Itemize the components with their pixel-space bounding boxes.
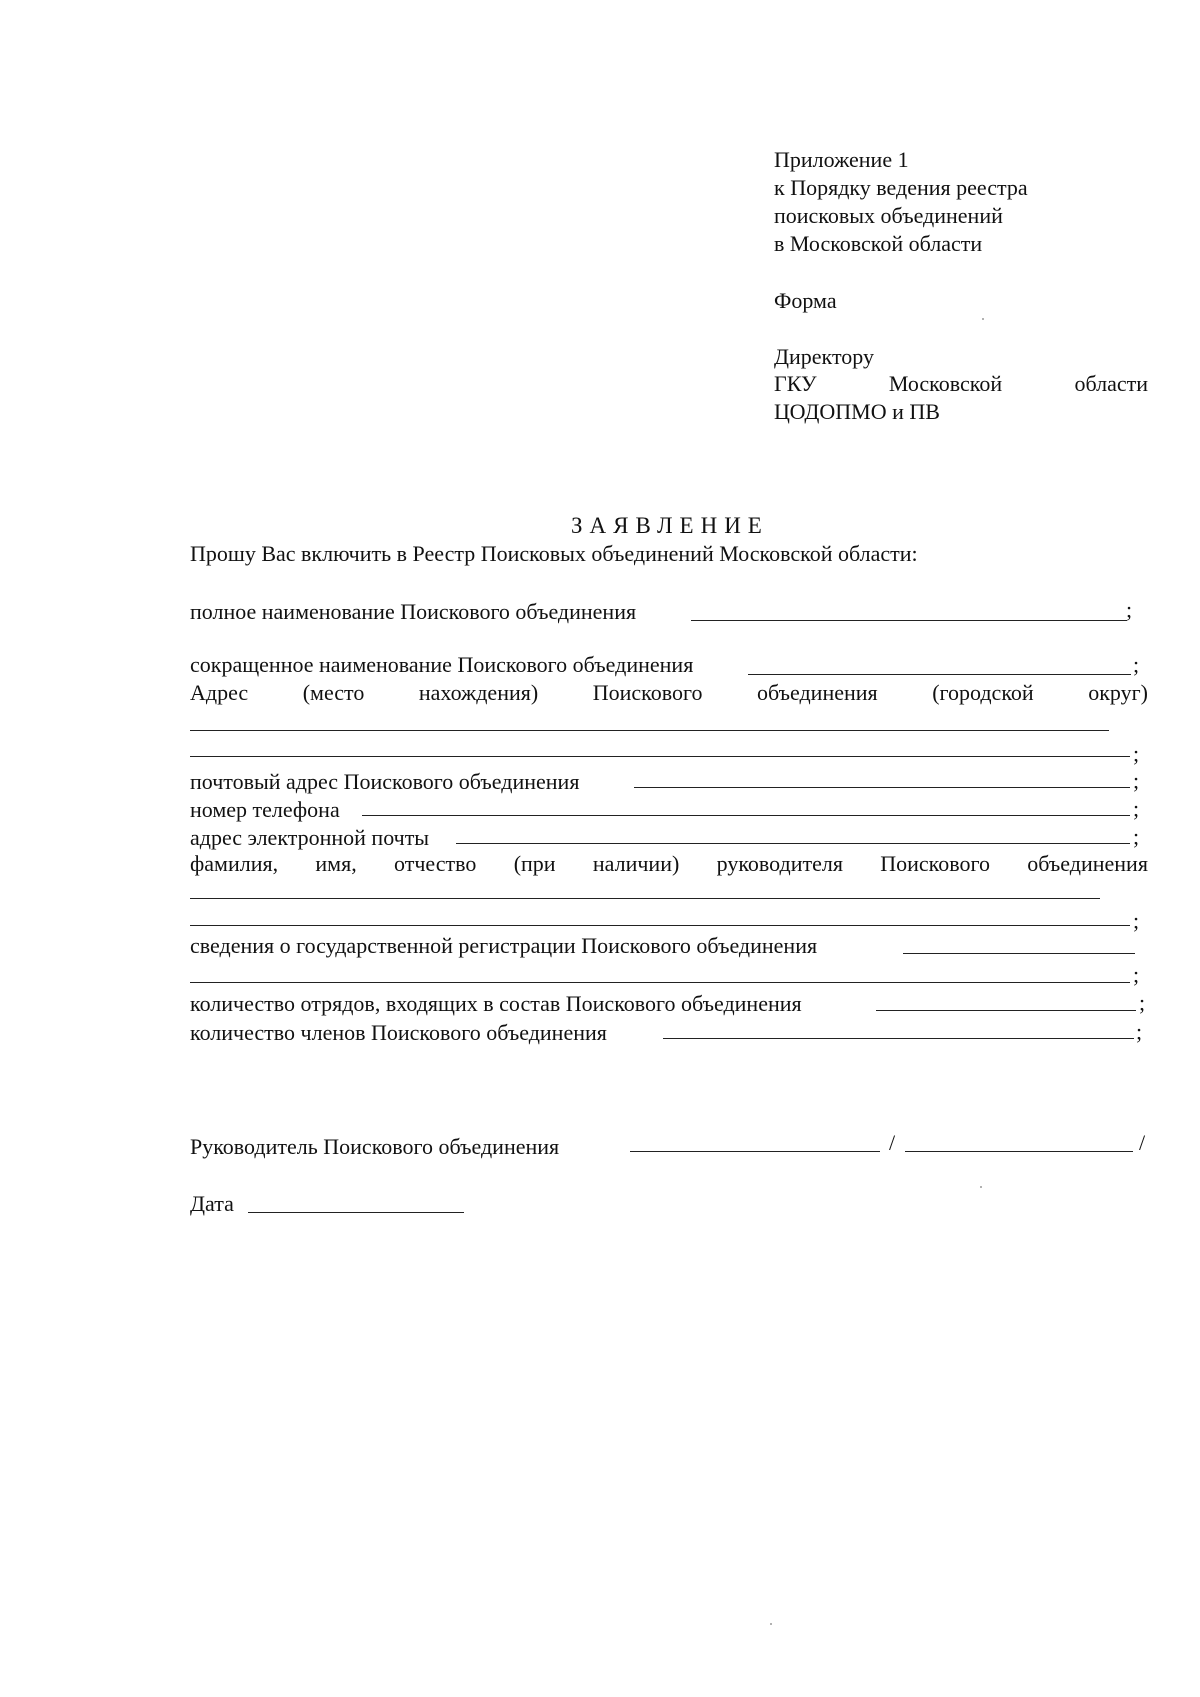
addressee-line-1: Директору [774, 344, 874, 369]
intro-text: Прошу Вас включить в Реестр Поисковых объединений Московской области: [190, 541, 918, 566]
slash-separator: / [889, 1130, 896, 1155]
head-name-word: руководителя [716, 851, 843, 876]
head-name-word: отчество [394, 851, 477, 876]
phone-line[interactable] [362, 815, 1130, 816]
scan-speck [980, 1186, 982, 1188]
semicolon: ; [1136, 1019, 1143, 1044]
semicolon: ; [1139, 990, 1146, 1015]
appendix-line-4: в Московской области [774, 231, 983, 256]
scan-speck [770, 1623, 772, 1625]
email-label: адрес электронной почты [190, 825, 430, 850]
document-title: ЗАЯВЛЕНИЕ [571, 513, 769, 538]
address-word: округ) [1088, 680, 1148, 705]
addressee-line-2 [774, 370, 1148, 398]
head-name-line-2[interactable] [190, 925, 1130, 926]
address-line-2[interactable] [190, 756, 1130, 757]
head-name-word: наличии) [592, 851, 680, 876]
form-label: Форма [774, 288, 837, 313]
head-name-line-1[interactable] [190, 898, 1100, 899]
email-line[interactable] [456, 843, 1130, 844]
full-name-line[interactable] [691, 620, 1127, 621]
address-word: Поискового [592, 680, 703, 705]
addressee-line-3: ЦОДОПМО и ПВ [774, 399, 940, 424]
address-word: Адрес [190, 680, 249, 705]
phone-label: номер телефона [190, 797, 340, 822]
head-name-word: Поискового [880, 851, 990, 876]
date-line[interactable] [248, 1212, 464, 1213]
address-word: (место [302, 680, 365, 705]
address-word: объединения [756, 680, 878, 705]
date-label: Дата [190, 1191, 234, 1216]
scan-speck [982, 318, 984, 320]
signature-line[interactable] [630, 1151, 880, 1152]
appendix-line-3: поисковых объединений [774, 203, 1003, 228]
appendix-line-1: Приложение 1 [774, 147, 909, 172]
signature-name-line[interactable] [905, 1151, 1133, 1152]
postal-address-label: почтовый адрес Поискового объединения [190, 769, 580, 794]
semicolon: ; [1133, 824, 1140, 849]
semicolon: ; [1133, 741, 1140, 766]
members-count-line[interactable] [663, 1038, 1134, 1039]
semicolon: ; [1133, 652, 1140, 677]
addressee-word: Московской [888, 371, 1003, 396]
units-count-line[interactable] [876, 1010, 1136, 1011]
short-name-line[interactable] [748, 674, 1131, 675]
head-name-word: (при [513, 851, 556, 876]
semicolon: ; [1126, 597, 1133, 622]
address-word: нахождения) [418, 680, 539, 705]
registration-label: сведения о государственной регистрации Поискового объединения [190, 933, 818, 958]
slash-separator: / [1139, 1130, 1146, 1155]
semicolon: ; [1133, 908, 1140, 933]
postal-address-line[interactable] [634, 787, 1130, 788]
semicolon: ; [1133, 796, 1140, 821]
addressee-word: ГКУ [774, 371, 817, 396]
semicolon: ; [1133, 962, 1140, 987]
head-name-word: фамилия, [190, 851, 279, 876]
address-line-1[interactable] [190, 730, 1109, 731]
short-name-label: сокращенное наименование Поискового объединения [190, 652, 694, 677]
appendix-line-2: к Порядку ведения реестра [774, 175, 1028, 200]
semicolon: ; [1133, 768, 1140, 793]
head-name-word: объединения [1027, 851, 1148, 876]
head-name-label [190, 850, 1148, 878]
registration-line-1[interactable] [903, 953, 1135, 954]
addressee-word: области [1074, 371, 1148, 396]
units-count-label: количество отрядов, входящих в состав Поискового объединения [190, 991, 802, 1016]
address-word: (городской [932, 680, 1034, 705]
address-label [190, 679, 1148, 707]
registration-line-2[interactable] [190, 982, 1130, 983]
head-name-word: имя, [315, 851, 357, 876]
members-count-label: количество членов Поискового объединения [190, 1020, 607, 1045]
signature-label: Руководитель Поискового объединения [190, 1134, 560, 1159]
full-name-label: полное наименование Поискового объединения [190, 599, 637, 624]
